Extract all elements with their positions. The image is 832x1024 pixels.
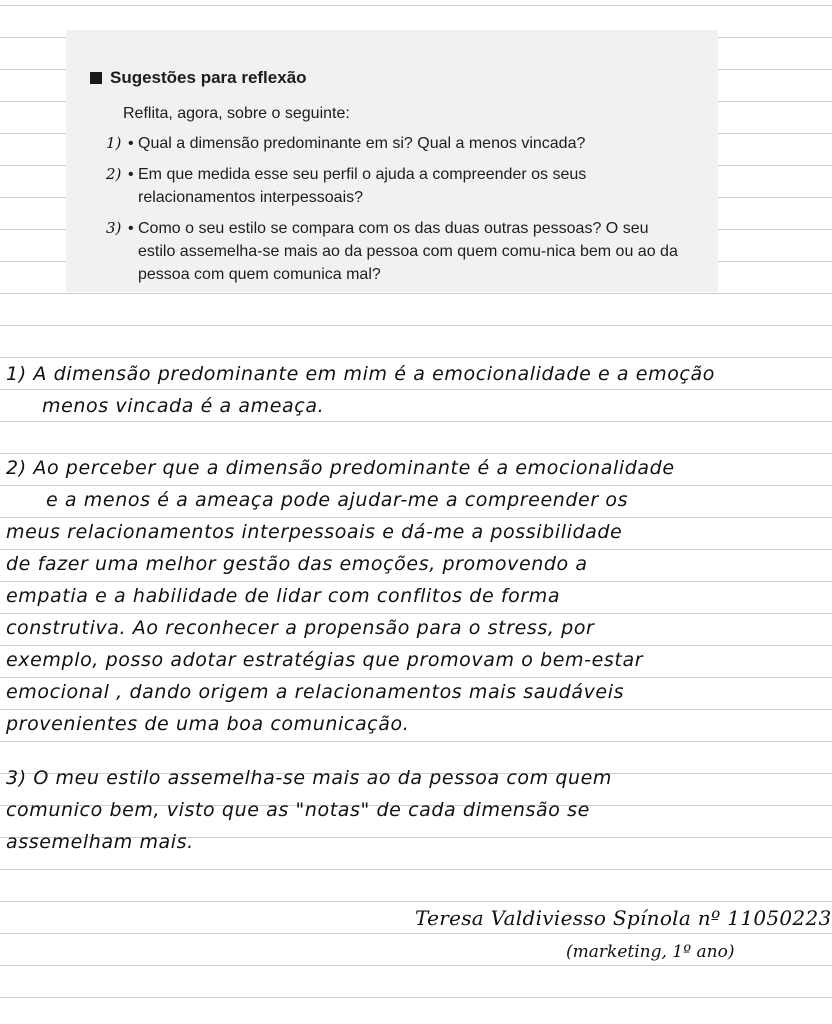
answer-2-line: emocional , dando origem a relacionamentos mais saudáveis [6,681,625,703]
handwritten-number-2: 2) [106,165,122,183]
section-title-text: Sugestões para reflexão [110,68,307,87]
answer-1 [6,358,768,422]
answer-2-line: exemplo, posso adotar estratégias que promovam o bem-estar [6,649,644,671]
handwritten-number-1: 1) [106,134,122,152]
bullet-icon: • [128,166,134,183]
answer-3-line: 3) O meu estilo assemelha-se mais ao da pessoa com quem [6,767,613,789]
answer-2-line: meus relacionamentos interpessoais e dá-me a possibilidade [6,521,623,543]
answer-2-line: construtiva. Ao reconhecer a propensão para o stress, por [6,617,595,639]
bullet-icon: • [128,135,134,152]
signature-course: (marketing, 1º ano) [566,942,735,962]
answer-2-line: provenientes de uma boa comunicação. [6,713,410,735]
answer-1-line: menos vincada é a ameaça. [42,395,325,417]
answer-2-line: 2) Ao perceber que a dimensão predominante é a emocionalidade [6,457,675,479]
question-1-text: Qual a dimensão predominante em si? Qual a menos vincada? [138,135,586,152]
intro-text: Reflita, agora, sobre o seguinte: [123,105,350,122]
handwritten-number-3: 3) [106,219,122,237]
signature-line: Teresa Valdiviesso Spínola nº 11050223 [415,906,832,930]
black-square-icon [90,72,102,84]
answer-2-line: empatia e a habilidade de lidar com conflitos de forma [6,585,561,607]
answer-3 [6,762,768,858]
answer-2-line: de fazer uma melhor gestão das emoções, promovendo a [6,553,588,575]
bullet-icon: • [128,220,134,237]
printed-reflection-box [66,30,718,292]
answer-2-line: e a menos é a ameaça pode ajudar-me a compreender os [46,489,629,511]
answer-2 [6,452,768,740]
answer-1-line: 1) A dimensão predominante em mim é a emocionalidade e a emoção [6,363,715,385]
answer-3-line: assemelham mais. [6,831,194,853]
answer-3-line: comunico bem, visto que as "notas" de cada dimensão se [6,799,590,821]
question-3-text: Como o seu estilo se compara com os das duas outras pessoas? O seu estilo assemelha-se mais ao da pessoa com quem comu-nica bem ou ao da pessoa com quem comunica mal? [138,220,678,283]
section-title [90,68,307,88]
question-2-text: Em que medida esse seu perfil o ajuda a compreender os seus relacionamentos interpessoais? [138,166,587,206]
